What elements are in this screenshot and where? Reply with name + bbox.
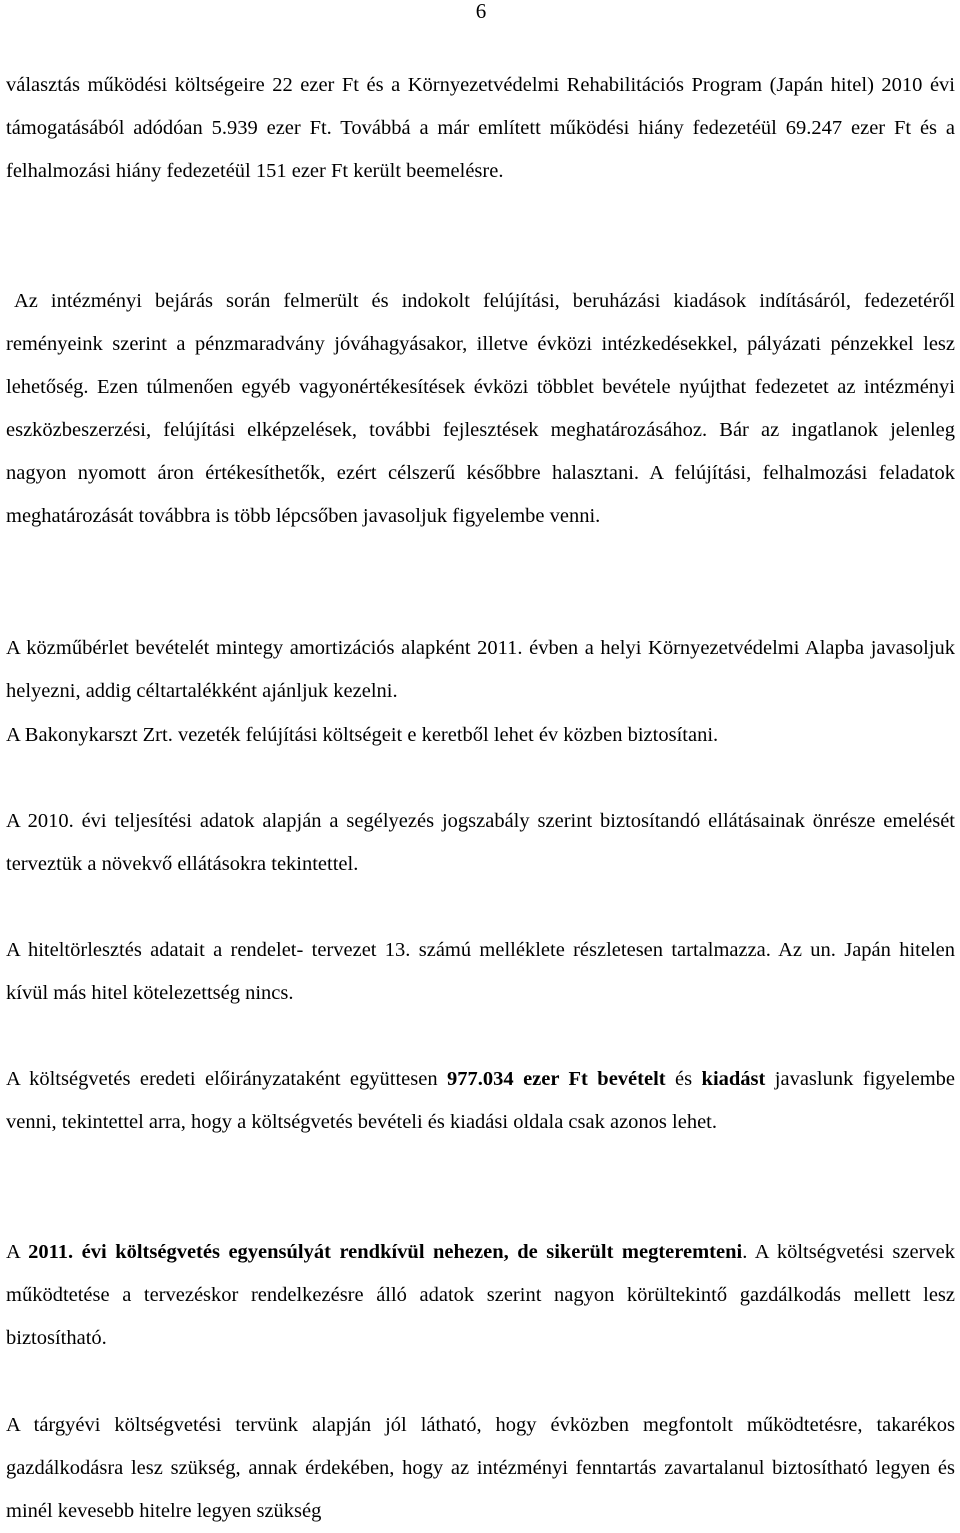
budget-total-amount: 977.034 ezer Ft bevételt [447,1068,666,1090]
paragraph-loan-repayment: A hiteltörlesztés adatait a rendelet- tervezet 13. számú melléklete részletesen tartalmazza. Az un. Japán hitelen kívül más hitel kötelezettség nincs. [6,939,955,1004]
paragraph-institutional-inspection: Az intézményi bejárás során felmerült és indokolt felújítási, beruházási kiadások indításáról, fedezetéről reményeink szerint a pénzmaradvány jóváhagyásakor, illetve évközi intézkedésekkel, pályázati pénzekkel lesz lehetőség. Ezen túlmenően egyéb vagyonértékesítések évközi többlet bevétele nyújthat fedezetet az intézményi eszközbeszerzési, felújítási elképzelések, további fejlesztések meghatározásához. Bár az ingatlanok jelenleg nagyon nyomott áron értékesíthetők, ezért célszerű későbbre halasztani. A felújítási, felhalmozási feladatok meghatározását továbbra is több lépcsőben javasoljuk figyelembe venni. [6,290,955,527]
paragraph-funding-sources: választás működési költségeire 22 ezer Ft és a Környezetvédelmi Rehabilitációs Program (Japán hitel) 2010 évi támogatásából adódóan 5.939 ezer Ft. Továbbá a már említett működési hiány fedezetéül 69.247 ezer Ft és a felhalmozási hiány fedezetéül 151 ezer Ft került beemelésre. [6,74,955,182]
budget-total-text-c: és [665,1068,702,1090]
paragraph-budget-balance [6,1231,955,1360]
budget-balance-text-a: A [6,1241,29,1263]
budget-total-text-a: A költségvetés eredeti előirányzataként együttesen [6,1068,448,1090]
page-number: 6 [475,0,487,23]
paragraph-utility-lease: A közműbérlet bevételét mintegy amortizációs alapként 2011. évben a helyi Környezetvédelmi Alapba javasoljuk helyezni, addig céltartalékként ajánljuk kezelni. [6,637,955,702]
paragraph-annual-plan: A tárgyévi költségvetési tervünk alapján jól látható, hogy évközben megfontolt működtetésre, takarékos gazdálkodásra lesz szükség, annak érdekében, hogy az intézményi fenntartás zavartalanul biztosítható legyen és minél kevesebb hitelre legyen szükség [6,1414,955,1522]
budget-balance-text-c: . A költségvetési szervek működtetése a tervezéskor rendelkezésre álló adatok szerint nagyon körültekintő gazdálkodás mellett lesz biztosítható. [6,1241,955,1349]
paragraph-budget-total [6,1058,955,1144]
budget-total-expenditure: kiadást [701,1068,766,1090]
paragraph-bakonykarszt: A Bakonykarszt Zrt. vezeték felújítási költségeit e keretből lehet év közben biztosítani. [6,724,719,746]
paragraph-social-aid: A 2010. évi teljesítési adatok alapján a segélyezés jogszabály szerint biztosítandó ellátásainak önrésze emelését terveztük a növekvő ellátásokra tekintettel. [6,810,955,875]
budget-total-text-e: javaslunk figyelembe venni, tekintettel arra, hogy a költségvetés bevételi és kiadási oldala csak azonos lehet. [6,1068,955,1133]
budget-balance-emphasis: 2011. évi költségvetés egyensúlyát rendkívül nehezen, de sikerült megteremteni [28,1241,743,1263]
